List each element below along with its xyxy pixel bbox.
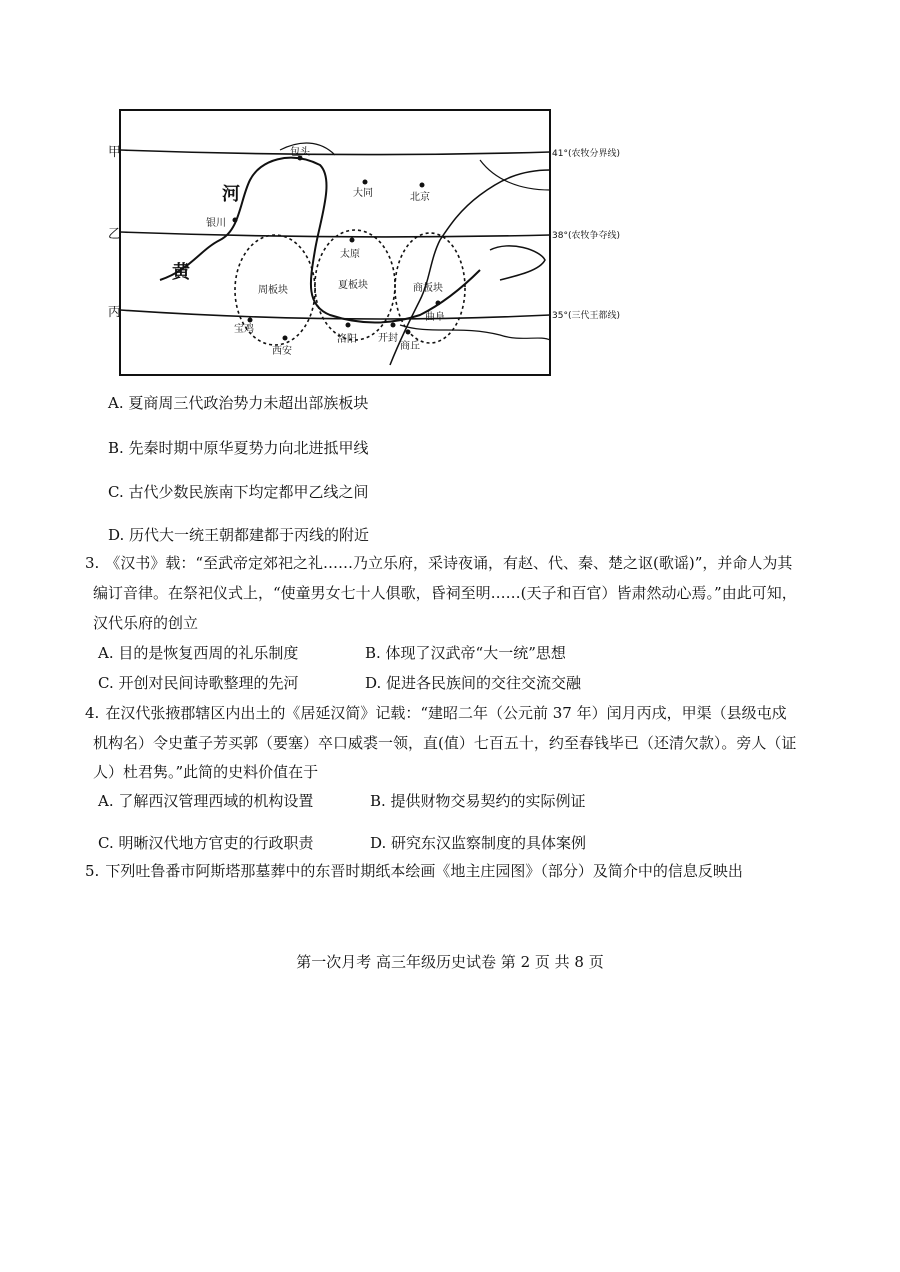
- city-label-luoyang: 洛阳: [337, 334, 357, 345]
- q3-text-1: 《汉书》载：“至武帝定郊祀之礼……乃立乐府，采诗夜诵，有赵、代、秦、楚之讴(歌谣)”，并命人为其: [105, 554, 793, 572]
- q4-stem-line-2: 机构名）令史董子芳买郭（要塞）卒口威裘一领，直(值）七百五十，约至春钱毕已（还清欠款）。旁人（证: [93, 734, 797, 752]
- river-char-huang: 黄: [172, 262, 190, 283]
- q3-stem-line-3: 汉代乐府的创立: [93, 614, 199, 632]
- city-label-baoji: 宝鸡: [234, 324, 254, 335]
- latitude-line-yi: [120, 232, 550, 237]
- right-label-41: 41°(农牧分界线): [552, 149, 620, 159]
- city-label-taiyuan: 太原: [340, 249, 360, 260]
- city-label-beijing: 北京: [410, 192, 430, 203]
- city-dot-taiyuan: [350, 238, 355, 243]
- q5-text: 下列吐鲁番市阿斯塔那墓葬中的东晋时期纸本绘画《地主庄园图》（部分）及简介中的信息反映出: [105, 862, 743, 880]
- q5-number: 5.: [85, 862, 100, 880]
- row-label-yi: 乙: [108, 227, 122, 242]
- city-label-xian: 西安: [272, 346, 292, 357]
- river-char-he: 河: [222, 184, 240, 205]
- q3-option-c: C. 开创对民间诗歌整理的先河: [98, 674, 299, 692]
- city-dot-luoyang: [346, 323, 351, 328]
- right-label-35: 35°(三代王都线): [552, 311, 620, 321]
- q3-option-a: A. 目的是恢复西周的礼乐制度: [98, 644, 299, 662]
- row-label-bing: 丙: [108, 305, 122, 320]
- q3-number: 3.: [85, 554, 100, 572]
- latitude-line-jia: [120, 150, 550, 155]
- city-dot-xian: [283, 336, 288, 341]
- q2-option-b: B. 先秦时期中原华夏势力向北进抵甲线: [108, 439, 369, 457]
- map-frame: [120, 110, 550, 375]
- city-label-qufu: 曲阜: [425, 312, 445, 323]
- q2-option-d: D. 历代大一统王朝都建都于丙线的附近: [108, 526, 370, 544]
- city-dot-baoji: [248, 318, 253, 323]
- q2-option-c: C. 古代少数民族南下均定都甲乙线之间: [108, 483, 369, 501]
- city-dot-yinchuan: [233, 218, 238, 223]
- right-label-38: 38°(农牧争夺线): [552, 231, 620, 241]
- q5-stem: [85, 861, 743, 881]
- city-dot-qufu: [436, 301, 441, 306]
- city-dot-beijing: [420, 183, 425, 188]
- q4-number: 4.: [85, 704, 100, 722]
- peninsula: [490, 246, 545, 280]
- q4-text-1: 在汉代张掖郡辖区内出土的《居延汉简》记载：“建昭二年（公元前 37 年）闰月丙戌，甲渠（县级屯戍: [105, 704, 787, 722]
- historical-map: [100, 110, 620, 385]
- q4-stem-line-3: 人）杜君隽。”此简的史料价值在于: [93, 763, 319, 781]
- row-label-jia: 甲: [108, 145, 122, 160]
- city-label-yinchuan: 银川: [206, 218, 226, 229]
- city-label-datong: 大同: [353, 188, 373, 199]
- q3-stem-line-2: 编订音律。在祭祀仪式上，“使童男女七十人俱歌，昏祠至明……(天子和百官）皆肃然动心焉。”由此可知，: [93, 584, 797, 602]
- yellow-river: [160, 158, 480, 323]
- block-label-shang: 商板块: [413, 283, 443, 294]
- city-dot-shangqiu: [406, 330, 411, 335]
- block-label-xia: 夏板块: [338, 280, 368, 291]
- q4-option-d: D. 研究东汉监察制度的具体案例: [370, 834, 587, 852]
- q3-option-b: B. 体现了汉武帝“大一统”思想: [365, 644, 566, 662]
- city-label-kaifeng: 开封: [378, 333, 398, 344]
- latitude-line-bing: [120, 310, 550, 319]
- q4-option-b: B. 提供财物交易契约的实际例证: [370, 792, 586, 810]
- q2-option-a: A. 夏商周三代政治势力未超出部族板块: [108, 394, 369, 412]
- city-label-shangqiu: 商丘: [400, 341, 420, 352]
- block-label-zhou: 周板块: [258, 285, 288, 296]
- q4-option-c: C. 明晰汉代地方官吏的行政职责: [98, 834, 314, 852]
- q3-stem-line-1: [85, 553, 792, 573]
- q4-stem-line-1: [85, 703, 787, 723]
- city-label-baotou: 包头: [290, 147, 310, 158]
- q4-option-a: A. 了解西汉管理西域的机构设置: [98, 792, 314, 810]
- page-footer: 第一次月考 高三年级历史试卷 第 2 页 共 8 页: [296, 953, 604, 971]
- city-dot-kaifeng: [391, 323, 396, 328]
- q3-option-d: D. 促进各民族间的交往交流交融: [365, 674, 582, 692]
- river-east: [400, 325, 550, 340]
- city-dot-datong: [363, 180, 368, 185]
